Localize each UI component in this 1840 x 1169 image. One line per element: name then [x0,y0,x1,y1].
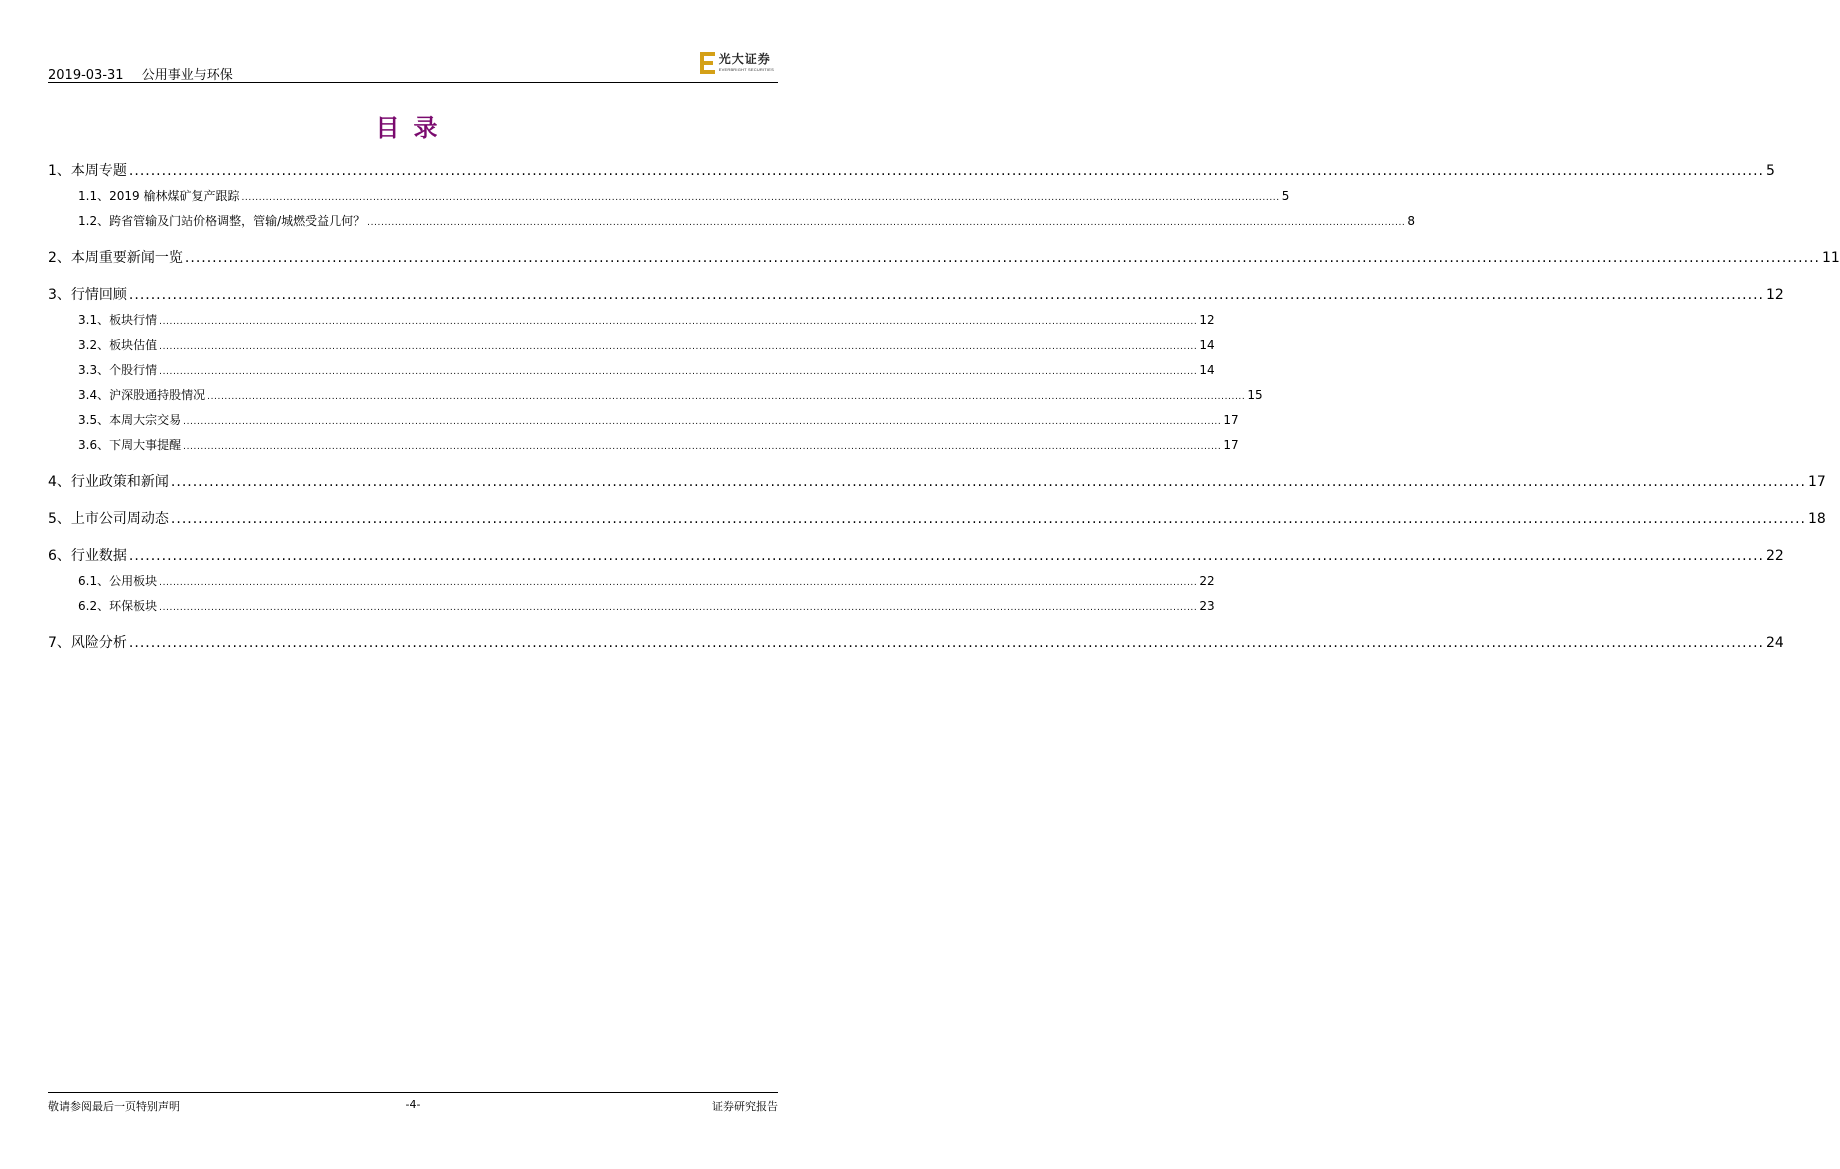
toc-entry-label: 公用板块 [109,574,158,588]
toc-entry-page: 14 [1199,338,1215,352]
toc-leader-dots: ............................................................................................................................................................................................................................................................................................................ [241,193,1280,203]
toc-entry-label: 本周重要新闻一览 [70,250,183,266]
toc-entry-page: 8 [1407,214,1416,228]
toc-entry-label: 2019 榆林煤矿复产跟踪 [109,189,240,203]
report-sector: 公用事业与环保 [141,68,233,83]
toc-entry-page: 12 [1199,313,1215,327]
toc-entry[interactable] [48,471,1826,491]
toc-entry-number: 7、 [48,635,71,651]
toc-entry-number: 1.1、 [78,189,110,203]
toc-leader-dots: ............................................................................................................................................................................................................................................................................................................ [159,578,1198,588]
toc-entry-label: 沪深股通持股情况 [109,388,206,402]
toc-entry-page: 11 [1821,250,1840,266]
toc-entry[interactable] [48,247,1840,267]
toc-entry-label: 板块估值 [109,338,158,352]
toc-entry[interactable] [48,160,1775,180]
toc-entry-page: 22 [1765,548,1784,564]
logo-english-name: EVERBRIGHT SECURITIES [718,67,774,72]
toc-entry[interactable] [48,508,1826,528]
toc-entry[interactable] [48,436,1239,453]
toc-entry-number: 2、 [48,250,71,266]
toc-entry-number: 6.2、 [78,599,110,613]
header-info [48,64,233,83]
toc-entry-page: 14 [1199,363,1215,377]
toc-entry-page: 5 [1281,189,1290,203]
toc-entry-label: 板块行情 [109,313,158,327]
toc-entry[interactable] [48,545,1784,565]
toc-leader-dots: ............................................................................................................................................................................................................................................................................................................ [128,548,1764,564]
toc-entry-page: 23 [1199,599,1215,613]
toc-entry-page: 18 [1807,511,1826,527]
toc-leader-dots: ............................................................................................................................................................................................................................................................................................................ [367,218,1406,228]
toc-entry-label: 行业政策和新闻 [70,474,169,490]
toc-entry-page: 12 [1765,287,1784,303]
footer-report-type: 证券研究报告 [712,1100,778,1113]
toc-entry-page: 24 [1765,635,1784,651]
footer-disclaimer: 敬请参阅最后一页特别声明 [48,1100,180,1113]
toc-entry-number: 3.4、 [78,388,110,402]
toc-leader-dots: ............................................................................................................................................................................................................................................................................................................ [170,511,1806,527]
toc-entry[interactable] [48,311,1215,328]
toc-leader-dots: ............................................................................................................................................................................................................................................................................................................ [207,392,1246,402]
logo-chinese-name: 光大证券 [718,52,771,66]
toc-leader-dots: ............................................................................................................................................................................................................................................................................................................ [183,417,1222,427]
toc-entry-label: 行情回顾 [70,287,127,303]
toc-entry-number: 3.5、 [78,413,110,427]
toc-entry-number: 3.1、 [78,313,110,327]
toc-entry-label: 风险分析 [70,635,127,651]
toc-entry[interactable] [48,284,1784,304]
toc-entry[interactable] [48,572,1215,589]
report-date: 2019-03-31 [48,68,124,83]
toc-leader-dots: ............................................................................................................................................................................................................................................................................................................ [170,474,1806,490]
toc-entry-page: 22 [1199,574,1215,588]
toc-entry-page: 17 [1807,474,1826,490]
footer-page-number: -4- [405,1098,421,1111]
toc-leader-dots: ............................................................................................................................................................................................................................................................................................................ [184,250,1820,266]
toc-entry-number: 6、 [48,548,71,564]
toc-entry-number: 1.2、 [78,214,110,228]
toc-leader-dots: ............................................................................................................................................................................................................................................................................................................ [183,442,1222,452]
toc-entry[interactable] [48,361,1215,378]
page-header [48,52,778,83]
toc-entry-label: 本周专题 [70,163,127,179]
toc-entry[interactable] [48,386,1263,403]
toc-leader-dots: ............................................................................................................................................................................................................................................................................................................ [128,635,1764,651]
toc-entry-number: 4、 [48,474,71,490]
page-footer [48,1092,778,1113]
toc-entry-label: 个股行情 [109,363,158,377]
toc-entry-number: 5、 [48,511,71,527]
toc-entry[interactable] [48,632,1784,652]
toc-leader-dots: ............................................................................................................................................................................................................................................................................................................ [159,603,1198,613]
toc-leader-dots: ............................................................................................................................................................................................................................................................................................................ [128,163,1764,179]
toc-entry-page: 17 [1223,413,1239,427]
toc-entry-number: 1、 [48,163,71,179]
toc-entry-number: 3、 [48,287,71,303]
toc-entry-number: 3.3、 [78,363,110,377]
toc-entry-label: 跨省管输及门站价格调整，管输/城燃受益几何？ [109,214,366,228]
toc-entry[interactable] [48,597,1215,614]
toc-entry-label: 本周大宗交易 [109,413,182,427]
toc-leader-dots: ............................................................................................................................................................................................................................................................................................................ [159,317,1198,327]
toc-entry-label: 上市公司周动态 [70,511,169,527]
toc-entry-number: 3.2、 [78,338,110,352]
toc-entry[interactable] [48,336,1215,353]
toc-leader-dots: ............................................................................................................................................................................................................................................................................................................ [159,367,1198,377]
toc-entry-page: 17 [1223,438,1239,452]
page-title: 目录 [375,113,452,142]
toc-entry-number: 3.6、 [78,438,110,452]
toc-entry[interactable] [48,212,1416,229]
toc-entry-number: 6.1、 [78,574,110,588]
toc-entry-label: 下周大事提醒 [109,438,182,452]
toc-entry[interactable] [48,411,1239,428]
toc-entry[interactable] [48,187,1290,204]
toc-entry-page: 15 [1247,388,1263,402]
everbright-logo-icon [700,52,715,74]
toc-leader-dots: ............................................................................................................................................................................................................................................................................................................ [159,342,1198,352]
toc-entry-page: 5 [1765,163,1775,179]
company-logo [700,52,774,78]
toc-entry-label: 环保板块 [109,599,158,613]
toc-leader-dots: ............................................................................................................................................................................................................................................................................................................ [128,287,1764,303]
toc-entry-label: 行业数据 [70,548,127,564]
